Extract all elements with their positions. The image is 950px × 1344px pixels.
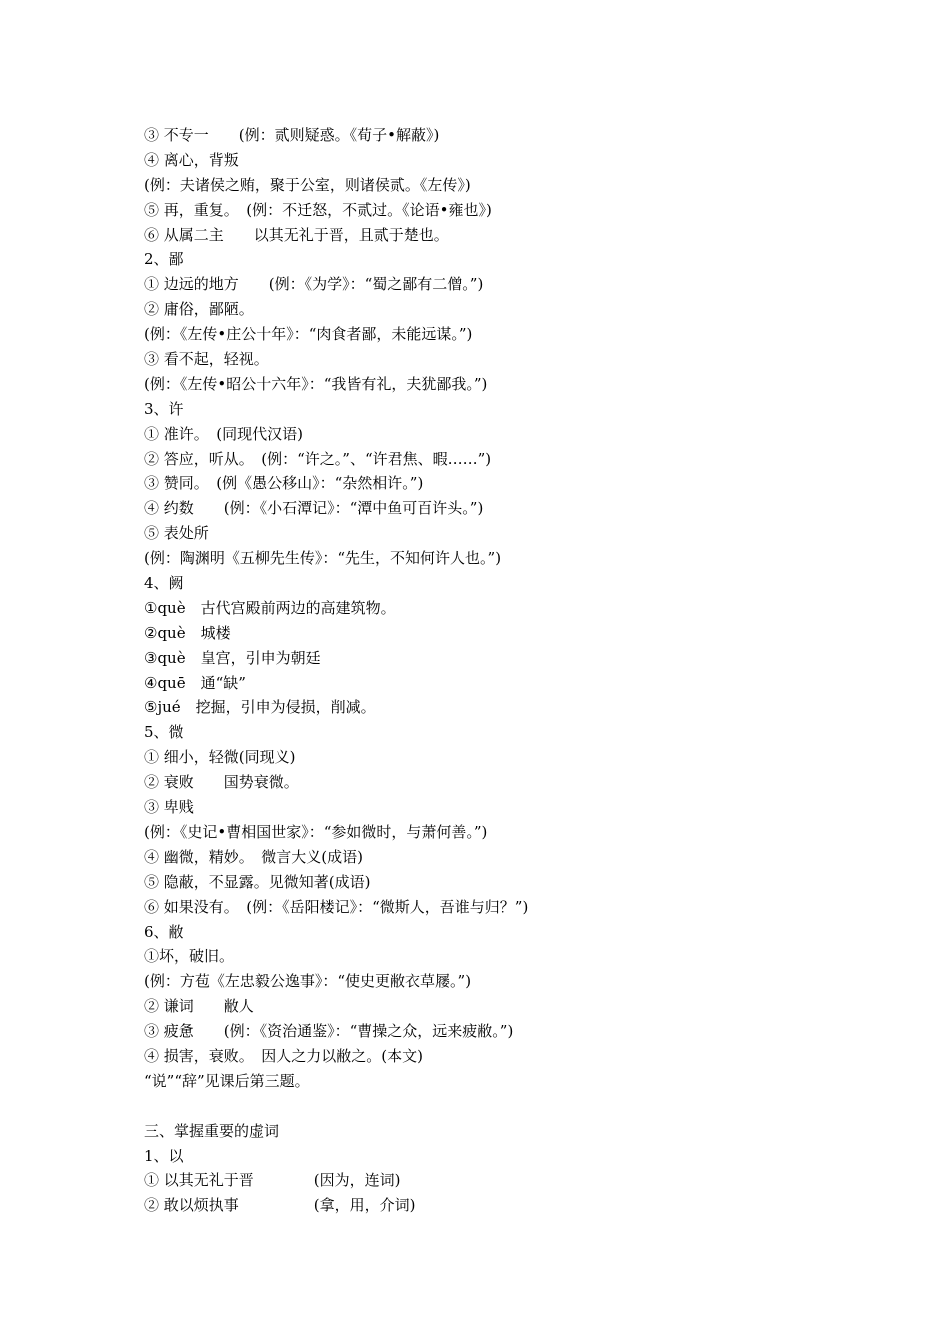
blank-line <box>144 1094 904 1119</box>
text-line: ② 衰败 国势衰微。 <box>144 773 299 792</box>
section-heading: 1、以 <box>144 1146 184 1165</box>
text-line: ② 庸俗，鄙陋。 <box>144 300 254 319</box>
text-line: ④ 离心，背叛 <box>144 150 239 169</box>
text-line: ⑤ 隐蔽，不显露。见微知著(成语) <box>144 872 371 891</box>
text-line: (例：方苞《左忠毅公逸事》：“使史更敝衣草屦。”) <box>144 972 472 991</box>
text-line: ① 边远的地方 (例：《为学》：“蜀之鄙有二僧。”) <box>144 275 484 294</box>
text-line: ④ 损害，衰败。 因人之力以敝之。(本文) <box>144 1046 423 1065</box>
text-line: ⑥ 如果没有。 (例：《岳阳楼记》：“微斯人，吾谁与归？”) <box>144 897 529 916</box>
section-heading: 6、敝 <box>144 922 184 941</box>
text-line: ①què 古代宫殿前两边的高建筑物。 <box>144 598 396 617</box>
text-line: ⑥ 从属二主 以其无礼于晋，且贰于楚也。 <box>144 225 449 244</box>
text-line: ④ 幽微，精妙。 微言大义(成语) <box>144 847 363 866</box>
text-line: ③ 疲惫 (例：《资治通鉴》：“曹操之众，远来疲敝。”) <box>144 1022 514 1041</box>
text-line: (例：陶渊明《五柳先生传》：“先生，不知何许人也。”) <box>144 549 502 568</box>
part-heading: 三、掌握重要的虚词 <box>144 1121 280 1140</box>
text-line: ① 细小，轻微(同现义) <box>144 748 296 767</box>
text-line: ③ 赞同。 (例《愚公移山》：“杂然相许。”) <box>144 474 424 493</box>
text-line: (例：夫诸侯之贿，聚于公室，则诸侯贰。《左传》) <box>144 175 471 194</box>
text-line: “说”“辞”见课后第三题。 <box>144 1071 310 1090</box>
text-line: ① 以其无礼于晋 (因为，连词) <box>144 1171 401 1190</box>
document-page <box>144 123 904 1218</box>
text-line: ③ 看不起，轻视。 <box>144 350 269 369</box>
section-heading: 2、鄙 <box>144 250 184 269</box>
text-line: ⑤jué 挖掘，引申为侵损，削减。 <box>144 698 376 717</box>
text-line: ①坏，破旧。 <box>144 947 235 966</box>
text-line: ④quē 通“缺” <box>144 673 246 692</box>
text-line: ③ 卑贱 <box>144 798 194 817</box>
text-line: ③ 不专一 (例：贰则疑惑。《荀子•解蔽》) <box>144 126 440 144</box>
text-line: ④ 约数 (例：《小石潭记》：“潭中鱼可百许头。”) <box>144 499 484 518</box>
text-line: ② 敢以烦执事 (拿，用，介词) <box>144 1196 416 1215</box>
section-heading: 5、微 <box>144 723 184 742</box>
text-line: ① 准许。 (同现代汉语) <box>144 424 303 443</box>
text-line: ⑤ 表处所 <box>144 524 209 543</box>
section-heading: 3、许 <box>144 399 184 418</box>
text-line: ③què 皇宫，引申为朝廷 <box>144 648 321 667</box>
text-line: ② 谦词 敝人 <box>144 997 254 1016</box>
text-line: ⑤ 再，重复。 (例：不迁怒，不贰过。《论语•雍也》) <box>144 200 492 219</box>
text-line: (例：《史记•曹相国世家》：“参如微时，与萧何善。”) <box>144 822 488 841</box>
text-line: ②què 城楼 <box>144 623 231 642</box>
text-line: (例：《左传•庄公十年》：“肉食者鄙，未能远谋。”) <box>144 325 473 344</box>
section-heading: 4、阙 <box>144 574 184 593</box>
text-line: (例：《左传•昭公十六年》：“我皆有礼，夫犹鄙我。”) <box>144 374 488 393</box>
text-line: ② 答应，听从。 (例：“许之。”、“许君焦、暇……”) <box>144 449 492 468</box>
